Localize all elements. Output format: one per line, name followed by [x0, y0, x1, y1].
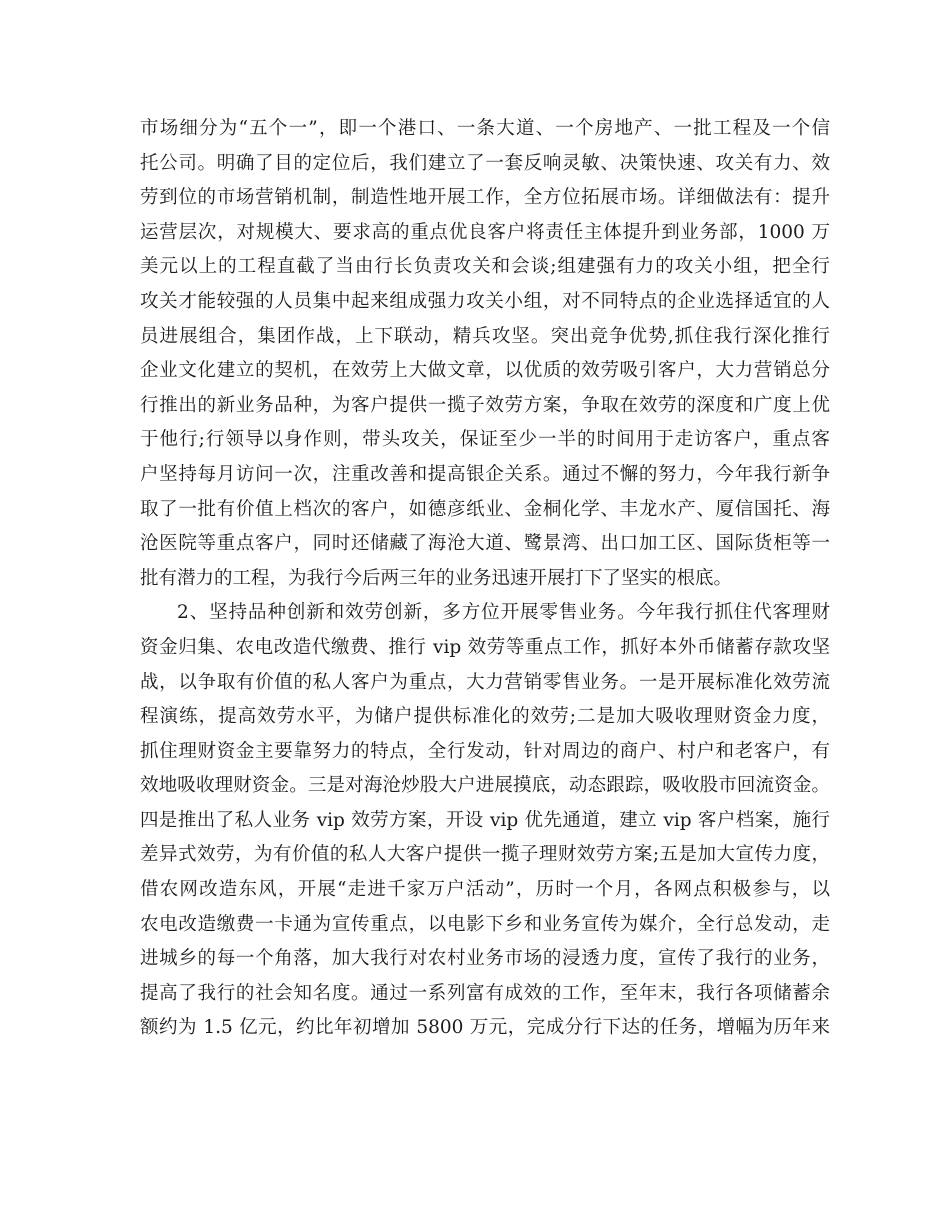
paragraph-1-line-6: 攻关才能较强的人员集中起来组成强力攻关小组，对不同特点的企业选择适宜的人 [140, 290, 830, 312]
paragraph-1-line-9: 行推出的新业务品种，为客户提供一揽子效劳方案，争取在效劳的深度和广度上优 [140, 394, 830, 416]
paragraph-2-line-11: 进城乡的每一个角落，加大我行对农村业务市场的浸透力度，宣传了我行的业务， [140, 948, 830, 970]
paragraph-2-line-7: 四是推出了私人业务 vip 效劳方案，开设 vip 优先通道，建立 vip 客户档案，施行 [140, 809, 830, 831]
paragraph-2-line-5: 抓住理财资金主要靠努力的特点，全行发动，针对周边的商户、村户和老客户，有 [140, 740, 830, 762]
paragraph-1-line-7: 员进展组合，集团作战，上下联动，精兵攻坚。突出竞争优势,抓住我行深化推行 [140, 325, 830, 347]
paragraph-1-line-3: 劳到位的市场营销机制，制造性地开展工作，全方位拓展市场。详细做法有：提升 [140, 187, 830, 209]
paragraph-2-line-3: 战，以争取有价值的私人客户为重点，大力营销零售业务。一是开展标准化效劳流 [140, 671, 830, 693]
paragraph-1-line-5: 美元以上的工程直截了当由行长负责攻关和会谈;组建强有力的攻关小组，把全行 [140, 256, 830, 278]
paragraph-2-line-6: 效地吸收理财资金。三是对海沧炒股大户进展摸底，动态跟踪，吸收股市回流资金。 [140, 775, 830, 797]
paragraph-1-line-13: 沧医院等重点客户，同时还储藏了海沧大道、鹭景湾、出口加工区、国际货柜等一 [140, 533, 830, 555]
paragraph-1-line-8: 企业文化建立的契机，在效劳上大做文章，以优质的效劳吸引客户，大力营销总分 [140, 360, 830, 382]
paragraph-2-line-10: 农电改造缴费一卡通为宣传重点，以电影下乡和业务宣传为媒介，全行总发动，走 [140, 913, 830, 935]
paragraph-2-line-9: 借农网改造东风，开展“走进千家万户活动”，历时一个月，各网点积极参与，以 [140, 879, 830, 901]
paragraph-1-line-4: 运营层次，对规模大、要求高的重点优良客户将责任主体提升到业务部，1000 万 [140, 221, 830, 243]
paragraph-2-line-2: 资金归集、农电改造代缴费、推行 vip 效劳等重点工作，抓好本外币储蓄存款攻坚 [140, 636, 830, 658]
document-body [140, 112, 830, 1046]
paragraph-1-line-2: 托公司。明确了目的定位后，我们建立了一套反响灵敏、决策快速、攻关有力、效 [140, 152, 830, 174]
paragraph-1-line-10: 于他行;行领导以身作则，带头攻关，保证至少一半的时间用于走访客户，重点客 [140, 429, 830, 451]
paragraph-2-line-12: 提高了我行的社会知名度。通过一系列富有成效的工作，至年末，我行各项储蓄余 [140, 982, 830, 1004]
paragraph-2-line-8: 差异式效劳，为有价值的私人大客户提供一揽子理财效劳方案;五是加大宣传力度， [140, 844, 830, 866]
paragraph-1-line-11: 户坚持每月访问一次，注重改善和提高银企关系。通过不懈的努力，今年我行新争 [140, 463, 830, 485]
paragraph-1-line-12: 取了一批有价值上档次的客户，如德彦纸业、金桐化学、丰龙水产、厦信国托、海 [140, 498, 830, 520]
paragraph-2-line-13: 额约为 1.5 亿元，约比年初增加 5800 万元，完成分行下达的任务，增幅为历年来 [140, 1017, 830, 1039]
paragraph-1-line-14: 批有潜力的工程，为我行今后两三年的业务迅速开展打下了坚实的根底。 [140, 567, 733, 589]
paragraph-2-line-4: 程演练，提高效劳水平，为储户提供标准化的效劳;二是加大吸收理财资金力度， [140, 706, 830, 728]
paragraph-2-line-1: 2、坚持品种创新和效劳创新，多方位开展零售业务。今年我行抓住代客理财 [177, 602, 830, 624]
paragraph-1-line-1: 市场细分为“五个一”，即一个港口、一条大道、一个房地产、一批工程及一个信 [140, 118, 830, 139]
